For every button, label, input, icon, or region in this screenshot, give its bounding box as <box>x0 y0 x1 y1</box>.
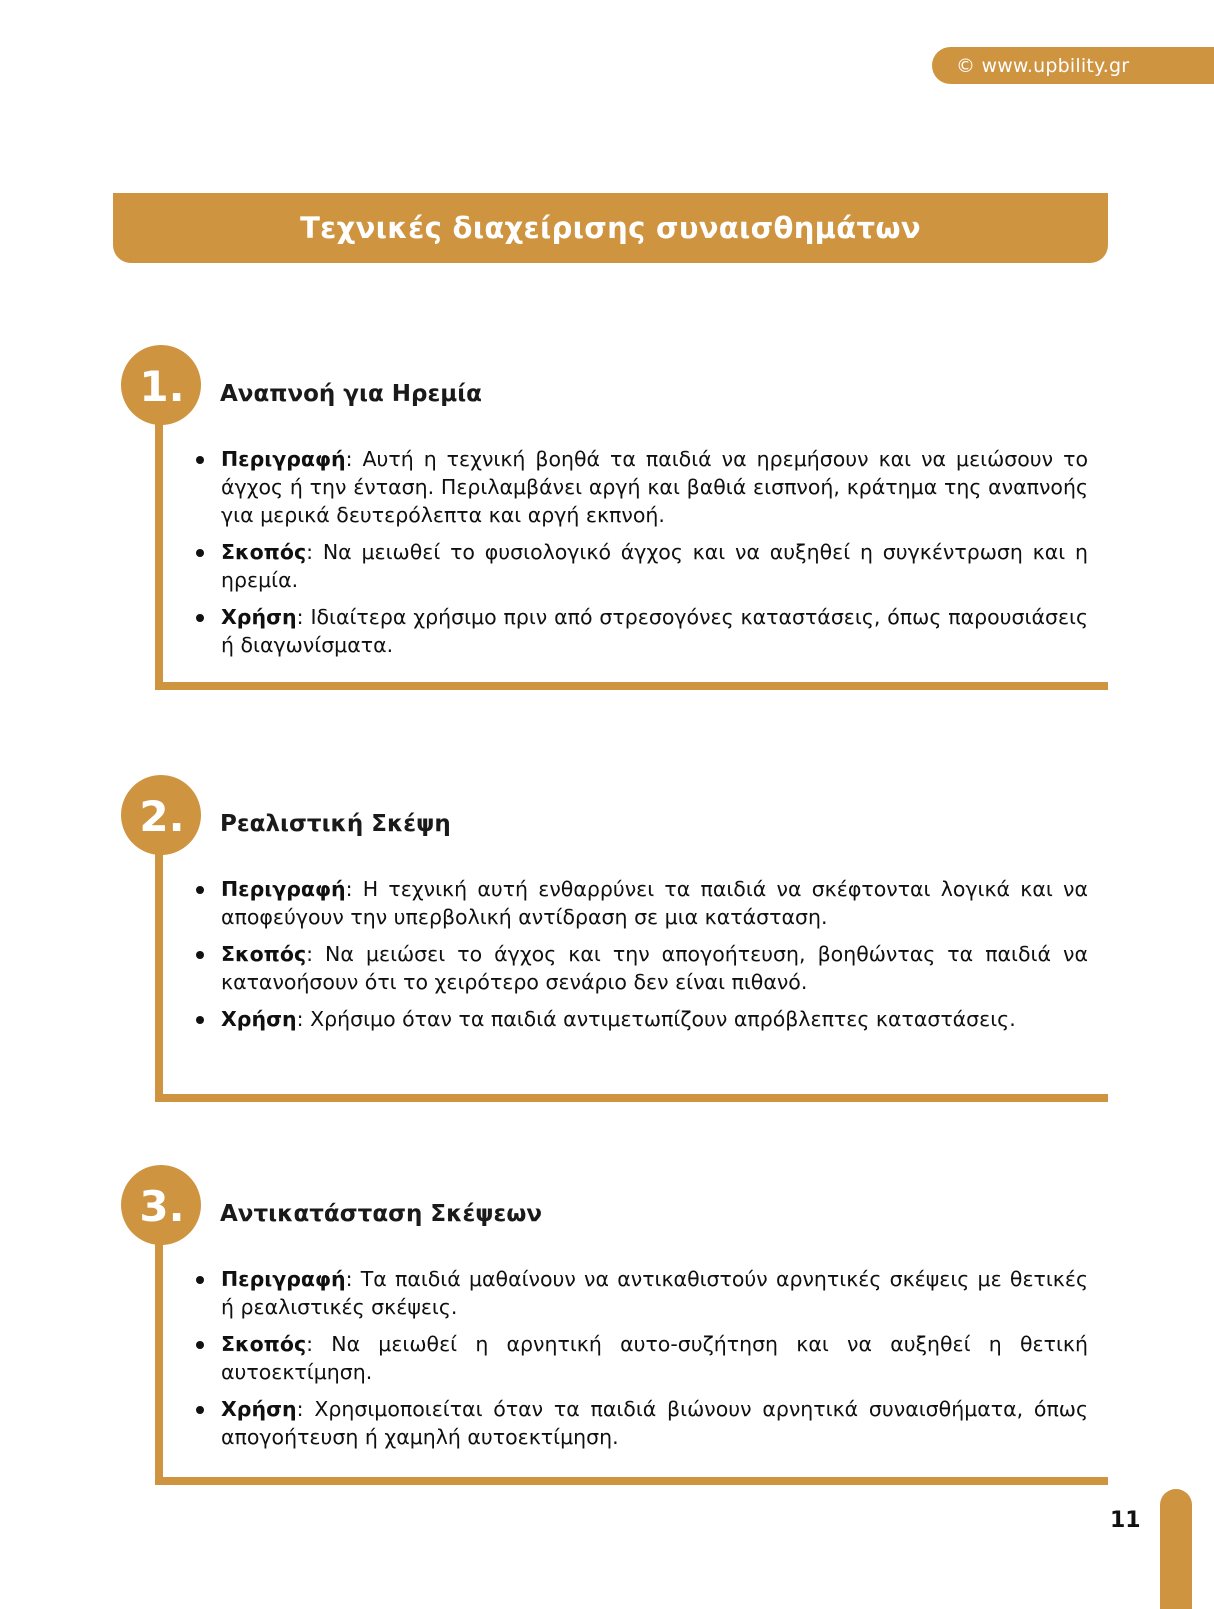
page-title-banner <box>113 193 1108 263</box>
item-label: Περιγραφή <box>221 447 346 471</box>
page-title: Τεχνικές διαχείρισης συναισθημάτων <box>300 211 921 245</box>
technique-heading: Αναπνοή για Ηρεμία <box>220 381 482 407</box>
list-item <box>188 940 1088 996</box>
bullet-icon <box>196 951 204 959</box>
technique-bullet-list <box>188 1265 1088 1451</box>
bullet-icon <box>196 549 204 557</box>
technique-bullet-list <box>188 445 1088 660</box>
item-text: : Να μειώσει το άγχος και την απογοήτευση, βοηθώντας τα παιδιά να κατανοήσουν ότι το χειρότερο σενάριο δεν είναι πιθανό. <box>221 942 1088 995</box>
list-item <box>188 1395 1088 1451</box>
item-label: Περιγραφή <box>221 877 346 901</box>
item-label: Σκοπός <box>221 1332 307 1357</box>
item-label: Χρήση <box>221 1397 297 1422</box>
item-text: : Χρησιμοποιείται όταν τα παιδιά βιώνουν αρνητικά συναισθήματα, όπως απογοήτευση ή χαμηλή αυτοεκτίμηση. <box>221 1397 1088 1450</box>
list-item <box>188 1005 1088 1033</box>
technique-number-badge <box>121 345 201 425</box>
item-text: : Ιδιαίτερα χρήσιμο πριν από στρεσογόνες καταστάσεις, όπως παρουσιάσεις ή διαγωνίσματα. <box>221 605 1088 658</box>
list-item <box>188 1330 1088 1386</box>
item-label: Σκοπός <box>221 540 307 565</box>
technique-number: 1. <box>139 362 185 411</box>
copyright-icon: © <box>956 54 976 77</box>
item-text: : Αυτή η τεχνική βοηθά τα παιδιά να ηρεμήσουν και να μειώσουν το άγχος ή την ένταση. Περιλαμβάνει αργή και βαθιά εισπνοή, κράτημα της αναπνοής για μερικά δευτερόλεπτα και αργή εκπνοή. <box>221 447 1088 528</box>
bullet-icon <box>196 1341 204 1349</box>
item-label: Χρήση <box>221 605 297 630</box>
bullet-icon <box>196 1016 204 1024</box>
item-label: Χρήση <box>221 1007 297 1032</box>
bullet-icon <box>196 456 204 464</box>
bullet-icon <box>196 1406 204 1414</box>
technique-heading: Αντικατάσταση Σκέψεων <box>220 1201 542 1227</box>
technique-number-badge <box>121 1165 201 1245</box>
item-text: : Χρήσιμο όταν τα παιδιά αντιμετωπίζουν απρόβλεπτες καταστάσεις. <box>296 1007 1016 1032</box>
list-item <box>188 603 1088 659</box>
bullet-icon <box>196 886 204 894</box>
bullet-icon <box>196 614 204 622</box>
page-number: 11 <box>1110 1508 1141 1533</box>
watermark-url: www.upbility.gr <box>981 54 1130 77</box>
technique-heading: Ρεαλιστική Σκέψη <box>220 811 451 837</box>
list-item <box>188 1265 1088 1321</box>
technique-number: 3. <box>139 1182 185 1231</box>
item-text: : Να μειωθεί η αρνητική αυτο-συζήτηση και να αυξηθεί η θετική αυτοεκτίμηση. <box>221 1332 1088 1385</box>
bullet-icon <box>196 1276 204 1284</box>
technique-number: 2. <box>139 792 185 841</box>
list-item <box>188 875 1088 931</box>
technique-number-badge <box>121 775 201 855</box>
item-text: : Η τεχνική αυτή ενθαρρύνει τα παιδιά να σκέφτονται λογικά και να αποφεύγουν την υπερβολική αντίδραση σε μια κατάσταση. <box>221 877 1088 930</box>
technique-bullet-list <box>188 875 1088 1033</box>
watermark-label <box>956 55 1129 77</box>
page-edge-bar <box>1160 1489 1192 1609</box>
item-text: : Τα παιδιά μαθαίνουν να αντικαθιστούν αρνητικές σκέψεις με θετικές ή ρεαλιστικές σκέψεις. <box>221 1267 1088 1320</box>
watermark-tab <box>932 47 1214 84</box>
item-label: Σκοπός <box>221 942 307 967</box>
list-item <box>188 538 1088 594</box>
item-label: Περιγραφή <box>221 1267 346 1291</box>
item-text: : Να μειωθεί το φυσιολογικό άγχος και να αυξηθεί η συγκέντρωση και η ηρεμία. <box>221 540 1088 593</box>
list-item <box>188 445 1088 529</box>
